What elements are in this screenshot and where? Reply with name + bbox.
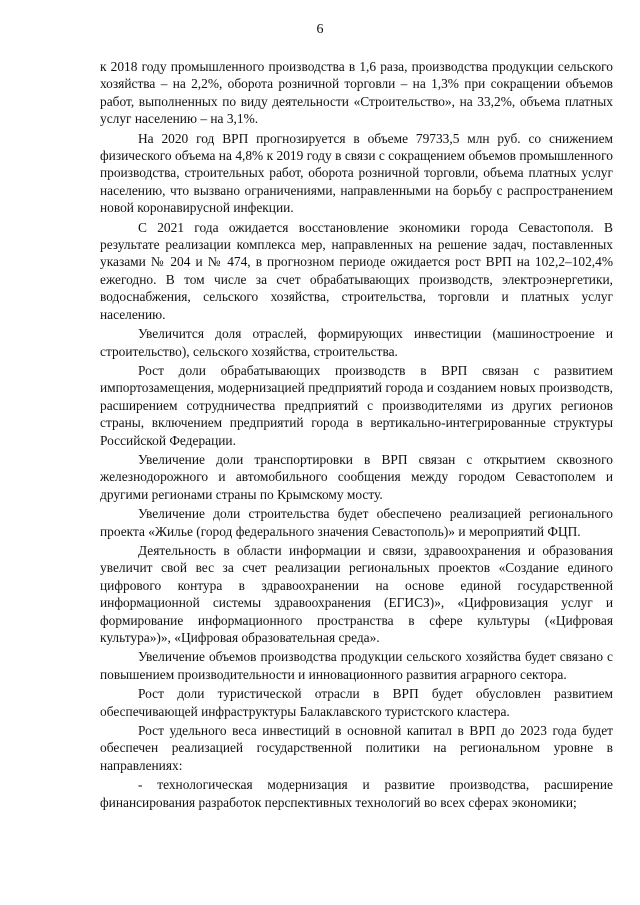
paragraph-transport: Увеличение доли транспортировки в ВРП связан с открытием сквозного железнодорожного и автомобильного сообщения между городом Севастополем и другими регионами страны по Крымскому мосту.	[100, 451, 613, 502]
paragraph-investment-growth: Рост удельного веса инвестиций в основной капитал в ВРП до 2023 года будет обеспечен реализацией государственной политики на региональном уровне в направлениях:	[100, 723, 613, 773]
paragraph-agriculture: Увеличение объемов производства продукции сельского хозяйства будет связано с повышением производительности и инновационного развития аграрного сектора.	[100, 649, 613, 682]
list-item-modernization: - технологическая модернизация и развитие производства, расширение финансирования разработок перспективных технологий во всех сферах экономики;	[100, 777, 613, 810]
document-body	[100, 58, 613, 813]
paragraph-manufacturing: Рост доли обрабатывающих производств в ВРП связан с развитием импортозамещения, модернизацией предприятий города и созданием новых производств, расширением сотрудничества предприятий с производителями из других регионов страны, включением предприятий города в вертикально-интегрированные структуры Российской Федерации.	[100, 362, 613, 448]
page-number: 6	[316, 22, 324, 37]
paragraph-recovery-2021: С 2021 года ожидается восстановление экономики города Севастополя. В результате реализации комплекса мер, направленных на решение задач, поставленных указами № 204 и № 474, в прогнозном периоде ожидается рост ВРП на 102,2–102,4% ежегодно. В том числе за счет обрабатывающих производств, электроэнергетики, водоснабжения, сельского хозяйства, строительства, торговли и платных услуг населению.	[100, 219, 613, 322]
paragraph-digital-projects: Деятельность в области информации и связи, здравоохранения и образования увеличит свой вес за счет реализации региональных проектов «Создание единого цифрового контура в здравоохранении на основе единой государственной информационной системы здравоохранения (ЕГИСЗ)», «Цифровизация услуг и формирование информационного пространства в сфере культуры («Цифровая культура»)», «Цифровая образовательная среда».	[100, 542, 613, 645]
paragraph-tourism: Рост доли туристической отрасли в ВРП будет обусловлен развитием обеспечивающей инфраструктуры Балаклавского туристского кластера.	[100, 686, 613, 719]
paragraph-grp-forecast-2020: На 2020 год ВРП прогнозируется в объеме 79733,5 млн руб. со снижением физического объема на 4,8% к 2019 году в связи с сокращением объемов промышленного производства, строительных работ, оборота розничной торговли, объема платных услуг населению, что вызвано ограничениями, направленными на борьбу с распространением новой коронавирусной инфекции.	[100, 130, 613, 216]
paragraph-construction: Увеличение доли строительства будет обеспечено реализацией регионального проекта «Жилье (город федерального значения Севастополь)» и мероприятий ФЦП.	[100, 506, 613, 539]
paragraph-investment-sectors: Увеличится доля отраслей, формирующих инвестиции (машиностроение и строительство), сельского хозяйства, строительства.	[100, 326, 613, 359]
paragraph-continuation: к 2018 году промышленного производства в 1,6 раза, производства продукции сельского хозяйства – на 2,2%, оборота розничной торговли – на 1,3% при сокращении объемов работ, выполненных по виду деятельности «Строительство», на 33,2%, объема платных услуг населению – на 3,1%.	[100, 59, 613, 127]
